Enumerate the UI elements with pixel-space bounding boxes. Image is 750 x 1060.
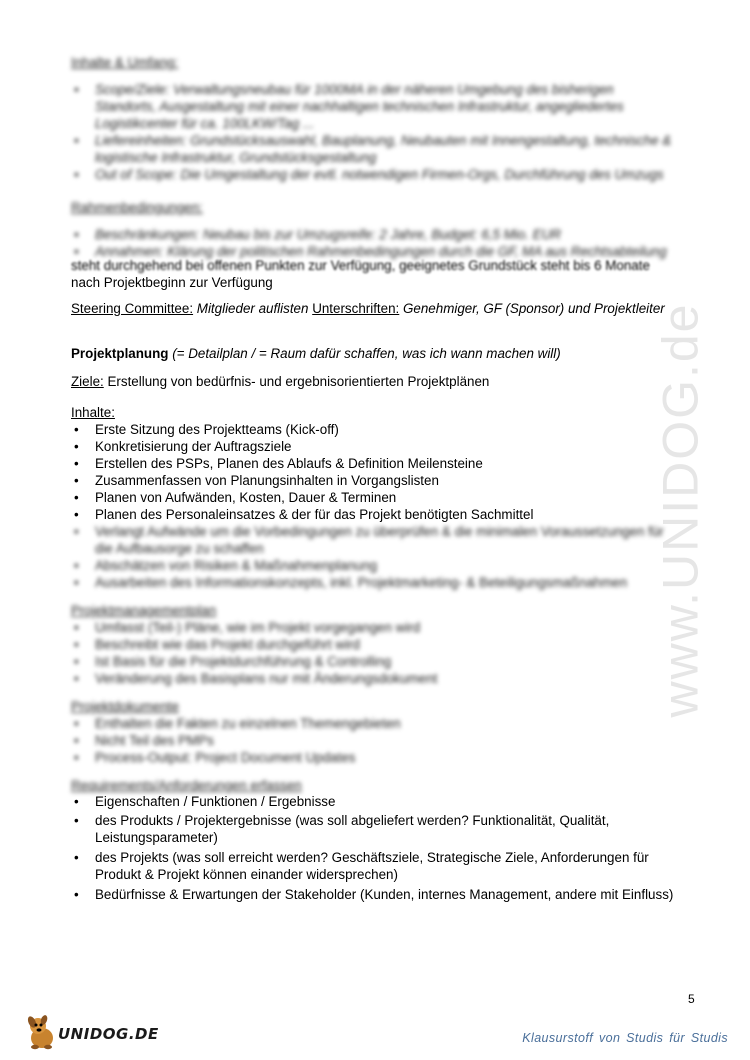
inhalte-label: Inhalte: [71, 405, 115, 420]
list-item: • Ausarbeiten des Informationskonzepts, inkl. Projektmarketing- & Beteiligungsmaßnahmen [71, 574, 701, 591]
heading-requirements: Requirements/Anforderungen erfassen [71, 778, 302, 793]
conditions-list [71, 226, 701, 260]
list-item: • Abschätzen von Risiken & Maßnahmenplanung [71, 557, 701, 574]
list-item: • Ist Basis für die Projektdurchführung & Controlling [71, 653, 701, 670]
list-item: • Erstellen des PSPs, Planen des Ablaufs & Definition Meilensteine [71, 455, 701, 472]
heading-rahmenbedingungen: Rahmenbedingungen: [71, 200, 203, 215]
list-item: • Planen von Aufwänden, Kosten, Dauer & Terminen [71, 489, 701, 506]
steering-committee-line [71, 300, 701, 317]
blurred-list [71, 523, 701, 591]
list-item: • Beschreibt wie das Projekt durchgeführt wird [71, 636, 701, 653]
ziele-text: Erstellung von bedürfnis- und ergebnisorientierten Projektplänen [107, 374, 490, 389]
heading-projektdokumente: Projektdokumente [71, 699, 179, 714]
list-item: • Liefereinheiten: Grundstücksauswahl, Bauplanung, Neubauten mit Innengestaltung, technische & logistische Infrastruktur, Grundstücksgestaltung [71, 132, 701, 166]
list-item: • Planen des Personaleinsatzes & der für das Projekt benötigten Sachmittel [71, 506, 701, 523]
page-number: 5 [688, 992, 695, 1006]
signatures-text: Genehmiger, GF (Sponsor) und Projektleiter [403, 301, 665, 316]
logo-text: UNIDOG.DE [58, 1025, 159, 1043]
list-item: • Scope/Ziele: Verwaltungsneubau für 1000MA in der näheren Umgebung des bisherigen Standorts, Ausgestaltung mit einer nachhaltigen technischen Infrastruktur, angegliedertes Logistikcenter für ca. 100LKW/Tag ... [71, 81, 701, 132]
list-item: • des Projekts (was soll erreicht werden? Geschäftsziele, Strategische Ziele, Anforderungen für Produkt & Projekt können einander widersprechen) [71, 849, 701, 883]
list-item: • Eigenschaften / Funktionen / Ergebnisse [71, 793, 701, 810]
signatures-label: Unterschriften: [312, 301, 400, 316]
list-item: • Out of Scope: Die Umgestaltung der evtl. notwendigen Firmen-Orgs, Durchführung des Umzugs [71, 166, 701, 183]
inhalte-list [71, 421, 701, 523]
list-item: • Verlangt Aufwände um die Vorbedingungen zu überprüfen & die minimalen Voraussetzungen für die Aufbausorge zu schaffen [71, 523, 701, 557]
list-item: • Nicht Teil des PMPs [71, 732, 701, 749]
projektplanung-heading [71, 345, 701, 362]
list-item: • Erste Sitzung des Projektteams (Kick-off) [71, 421, 701, 438]
pd-list [71, 715, 701, 766]
partial-line-block [71, 257, 701, 291]
list-item: • des Produkts / Projektergebnisse (was soll abgeliefert werden? Funktionalität, Qualität, Leistungsparameter) [71, 812, 701, 846]
list-item: • Annahmen: Klärung der politischen Rahmenbedingungen durch die GF, MA aus Rechtsabteilung [71, 243, 701, 260]
requirements-section [71, 793, 701, 903]
section-subtitle: (= Detailplan / = Raum dafür schaffen, was ich wann machen will) [172, 346, 561, 361]
blurred-top-section [71, 54, 701, 260]
steering-committee-label: Steering Committee: [71, 301, 194, 316]
unidog-logo [22, 1012, 159, 1052]
watermark-text: www.UNIDOG.de [652, 302, 708, 718]
list-item: • Veränderung des Basisplans nur mit Änderungsdokument [71, 670, 701, 687]
ziele-line [71, 373, 701, 390]
scope-list [71, 81, 701, 183]
requirements-list [71, 793, 701, 903]
dog-mascot-icon [22, 1012, 62, 1052]
inhalte-block [71, 404, 701, 523]
list-item: • Bedürfnisse & Erwartungen der Stakeholder (Kunden, internes Management, andere mit Einfluss) [71, 886, 701, 903]
partial-line-end: nach Projektbeginn zur Verfügung [71, 275, 273, 290]
list-item: • Process-Output: Project Document Updates [71, 749, 701, 766]
pm-list [71, 619, 701, 687]
list-item: • Konkretisierung der Auftragsziele [71, 438, 701, 455]
footer-tagline: Klausurstoff von Studis für Studis [522, 1031, 728, 1045]
list-item: • Enthalten die Fakten zu einzelnen Themengebieten [71, 715, 701, 732]
partial-blur-line: steht durchgehend bei offenen Punkten zur Verfügung, geeignetes Grundstück steht bis 6 Monate [71, 258, 650, 273]
heading-projektmanagementplan: Projektmanagementplan [71, 603, 217, 618]
ziele-label: Ziele: [71, 374, 104, 389]
list-item: • Umfasst (Teil-) Pläne, wie im Projekt vorgegangen wird [71, 619, 701, 636]
list-item: • Beschränkungen: Neubau bis zur Umzugsreife: 2 Jahre, Budget: 6,5 Mio. EUR [71, 226, 701, 243]
steering-committee-text: Mitglieder auflisten [196, 301, 309, 316]
list-item: • Zusammenfassen von Planungsinhalten in Vorgangslisten [71, 472, 701, 489]
blurred-middle-section [71, 523, 701, 794]
section-title: Projektplanung [71, 346, 169, 361]
heading-inhalte-umfang: Inhalte & Umfang: [71, 55, 179, 70]
